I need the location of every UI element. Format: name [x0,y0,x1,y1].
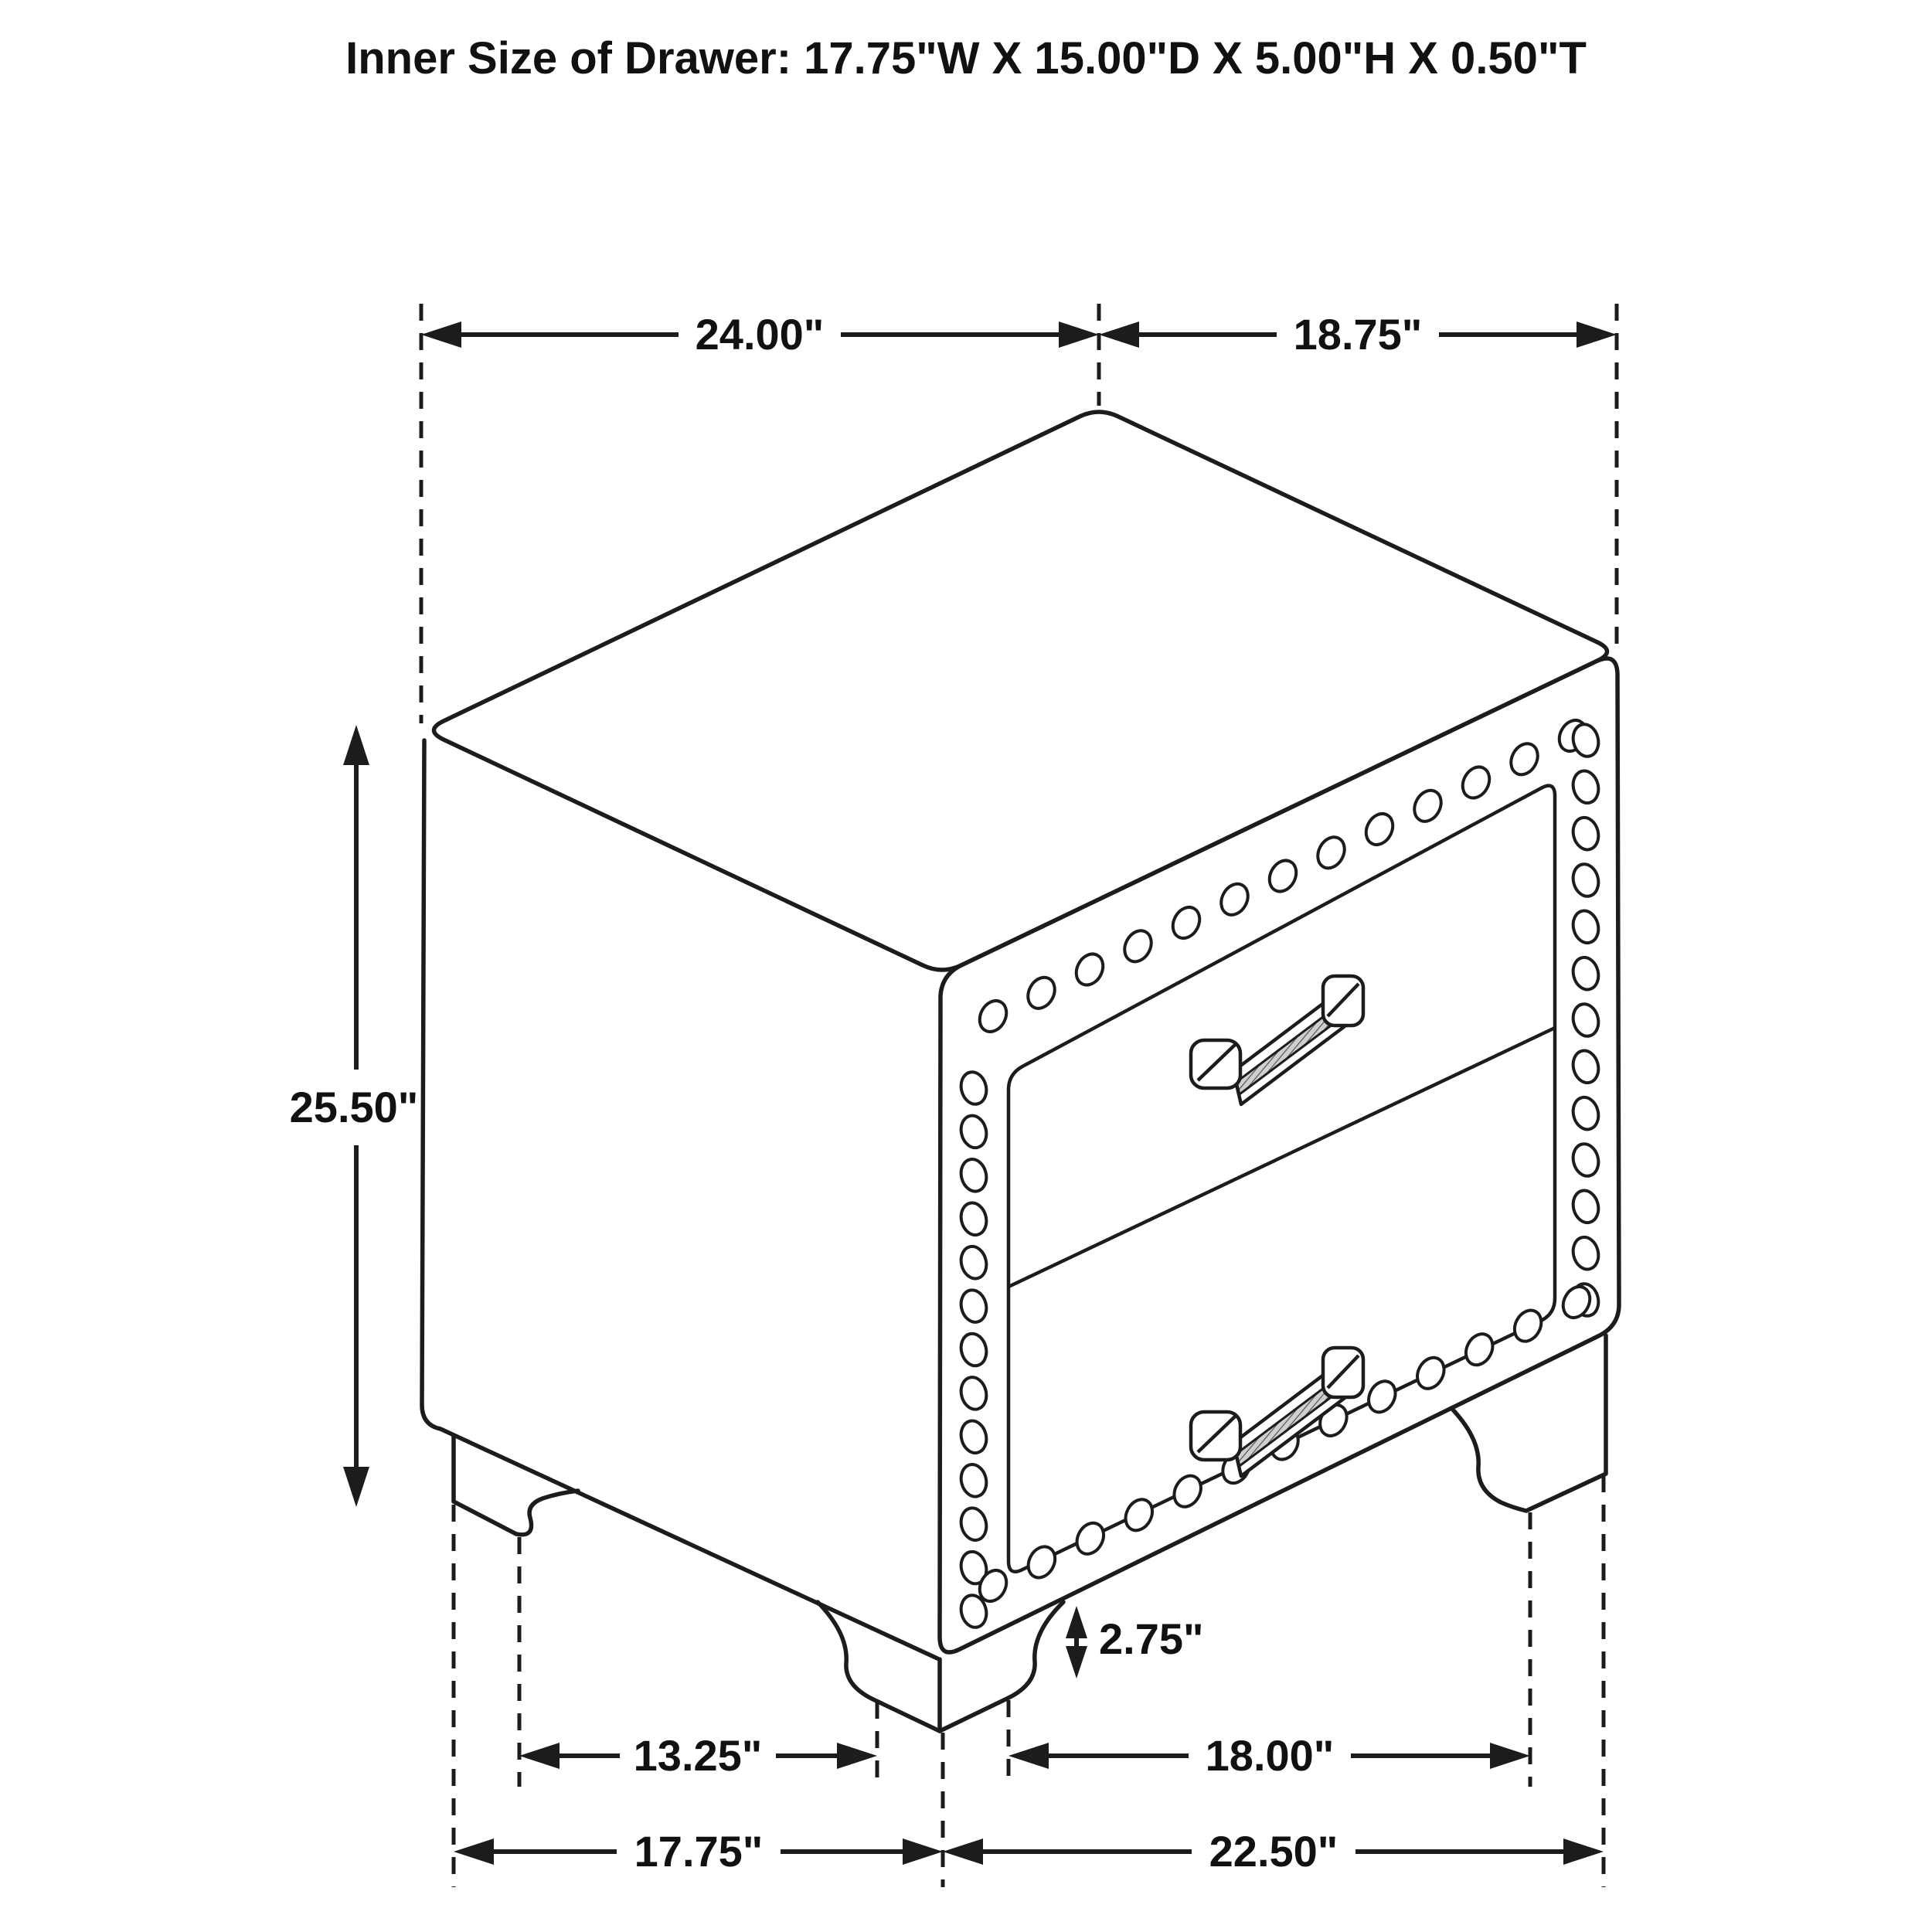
dim-overall-height [290,725,419,1507]
dim-leg-height-label: 2.75" [1099,1614,1204,1663]
dim-leg-gap-side-label: 13.25" [633,1731,763,1780]
dim-top-depth [1099,310,1617,359]
dim-top-depth-label: 18.75" [1293,310,1423,359]
dim-leg-height [1066,1606,1204,1679]
dim-base-front [943,1827,1604,1876]
diagram-title: Inner Size of Drawer: 17.75"W X 15.00"D X 5.00"H X 0.50"T [345,33,1587,83]
dim-base-side-label: 17.75" [634,1827,764,1876]
dim-top-width [421,310,1099,359]
dim-base-side [454,1827,943,1876]
dim-leg-gap-front [1009,1731,1530,1780]
dim-overall-height-label: 25.50" [289,1083,419,1131]
dim-leg-gap-side [519,1731,877,1780]
dim-leg-gap-front-label: 18.00" [1205,1731,1335,1780]
dim-base-front-label: 22.50" [1209,1827,1338,1876]
nightstand-body [422,412,1619,1731]
dim-top-width-label: 24.00" [695,310,825,359]
